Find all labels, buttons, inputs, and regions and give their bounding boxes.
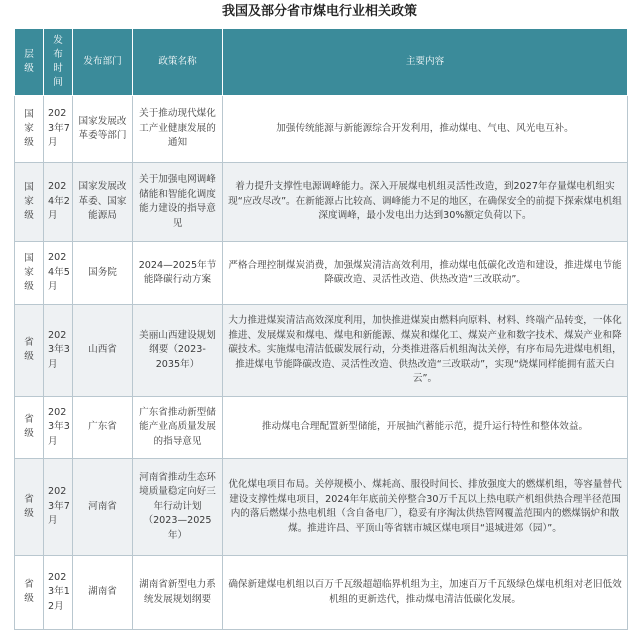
cell-policy: 关于加强电网调峰储能和智能化调度能力建设的指导意见 <box>133 163 223 242</box>
cell-dept: 山西省 <box>73 305 133 397</box>
cell-content: 推动煤电合理配置新型储能，开展抽汽蓄能示范，提升运行特性和整体效益。 <box>223 397 628 459</box>
table-row <box>15 397 628 459</box>
cell-dept: 河南省 <box>73 459 133 556</box>
cell-policy: 2024—2025年节能降碳行动方案 <box>133 242 223 305</box>
cell-content: 确保新建煤电机组以百万千瓦级超超临界机组为主，加速百万千瓦级绿色煤电机组对老旧低效机组的更新迭代，推动煤电清洁低碳化发展。 <box>223 556 628 630</box>
cell-policy: 河南省推动生态环境质量稳定向好三年行动计划（2023—2025年） <box>133 459 223 556</box>
header-dept: 发布部门 <box>73 29 133 96</box>
cell-level: 省级 <box>15 397 44 459</box>
header-policy: 政策名称 <box>133 29 223 96</box>
cell-policy: 美丽山西建设规划纲要（2023-2035年） <box>133 305 223 397</box>
header-content: 主要内容 <box>223 29 628 96</box>
cell-policy: 关于推动现代煤化工产业健康发展的通知 <box>133 96 223 163</box>
cell-date: 2023年7月 <box>44 459 73 556</box>
header-level: 层级 <box>15 29 44 96</box>
cell-date: 2024年2月 <box>44 163 73 242</box>
cell-content: 着力提升支撑性电源调峰能力。深入开展煤电机组灵活性改造，到2027年存量煤电机组实现“应改尽改”。在新能源占比较高、调峰能力不足的地区，在确保安全的前提下探索煤电机组深度调峰，最小发电出力达到30%额定负荷以下。 <box>223 163 628 242</box>
cell-date: 2023年3月 <box>44 305 73 397</box>
table-row <box>15 96 628 163</box>
cell-dept: 广东省 <box>73 397 133 459</box>
cell-level: 省级 <box>15 556 44 630</box>
cell-level: 省级 <box>15 459 44 556</box>
cell-level: 国家级 <box>15 96 44 163</box>
table-row <box>15 163 628 242</box>
table-row <box>15 305 628 397</box>
cell-level: 国家级 <box>15 163 44 242</box>
table-row <box>15 556 628 630</box>
policy-table <box>14 28 628 630</box>
cell-content: 加强传统能源与新能源综合开发利用，推动煤电、气电、风光电互补。 <box>223 96 628 163</box>
table-header-row <box>15 29 628 96</box>
page-title: 我国及部分省市煤电行业相关政策 <box>221 4 417 19</box>
cell-dept: 湖南省 <box>73 556 133 630</box>
cell-level: 省级 <box>15 305 44 397</box>
header-date: 发布时间 <box>44 29 73 96</box>
cell-content: 优化煤电项目布局。关停规模小、煤耗高、服役时间长、排放强度大的燃煤机组，等容量替代建设支撑性煤电项目，2024年年底前关停整合30万千瓦以上热电联产机组供热合理半径范围内的落后燃煤小热电机组（含自备电厂），稳妥有序淘汰供热管网覆盖范围内的燃煤锅炉和散煤。推进许昌、平顶山等省辖市城区煤电项目“退城进郊（园）”。 <box>223 459 628 556</box>
cell-content: 大力推进煤炭清洁高效深度利用，加快推进煤炭由燃料向原料、材料、终端产品转变，一体化推进、发展煤炭和煤电、煤电和新能源、煤炭和煤化工、煤炭产业和数字技术、煤炭产业和降碳技术。实施煤电清洁低碳发展行动，分类推进落后机组淘汰关停，有序布局先进煤电机组，推进煤电节能降碳改造、灵活性改造、供热改造“三改联动”，实现“烧煤同样能拥有蓝天白云”。 <box>223 305 628 397</box>
table-row <box>15 242 628 305</box>
cell-policy: 湖南省新型电力系统发展规划纲要 <box>133 556 223 630</box>
cell-date: 2023年12月 <box>44 556 73 630</box>
cell-dept: 国家发展改革委、国家能源局 <box>73 163 133 242</box>
cell-dept: 国家发展改革委等部门 <box>73 96 133 163</box>
cell-date: 2023年3月 <box>44 397 73 459</box>
cell-date: 2023年7月 <box>44 96 73 163</box>
cell-content: 严格合理控制煤炭消费，加强煤炭清洁高效利用，推动煤电低碳化改造和建设，推进煤电节能降碳改造、灵活性改造、供热改造“三改联动”。 <box>223 242 628 305</box>
cell-dept: 国务院 <box>73 242 133 305</box>
cell-level: 国家级 <box>15 242 44 305</box>
cell-policy: 广东省推动新型储能产业高质量发展的指导意见 <box>133 397 223 459</box>
cell-date: 2024年5月 <box>44 242 73 305</box>
table-row <box>15 459 628 556</box>
